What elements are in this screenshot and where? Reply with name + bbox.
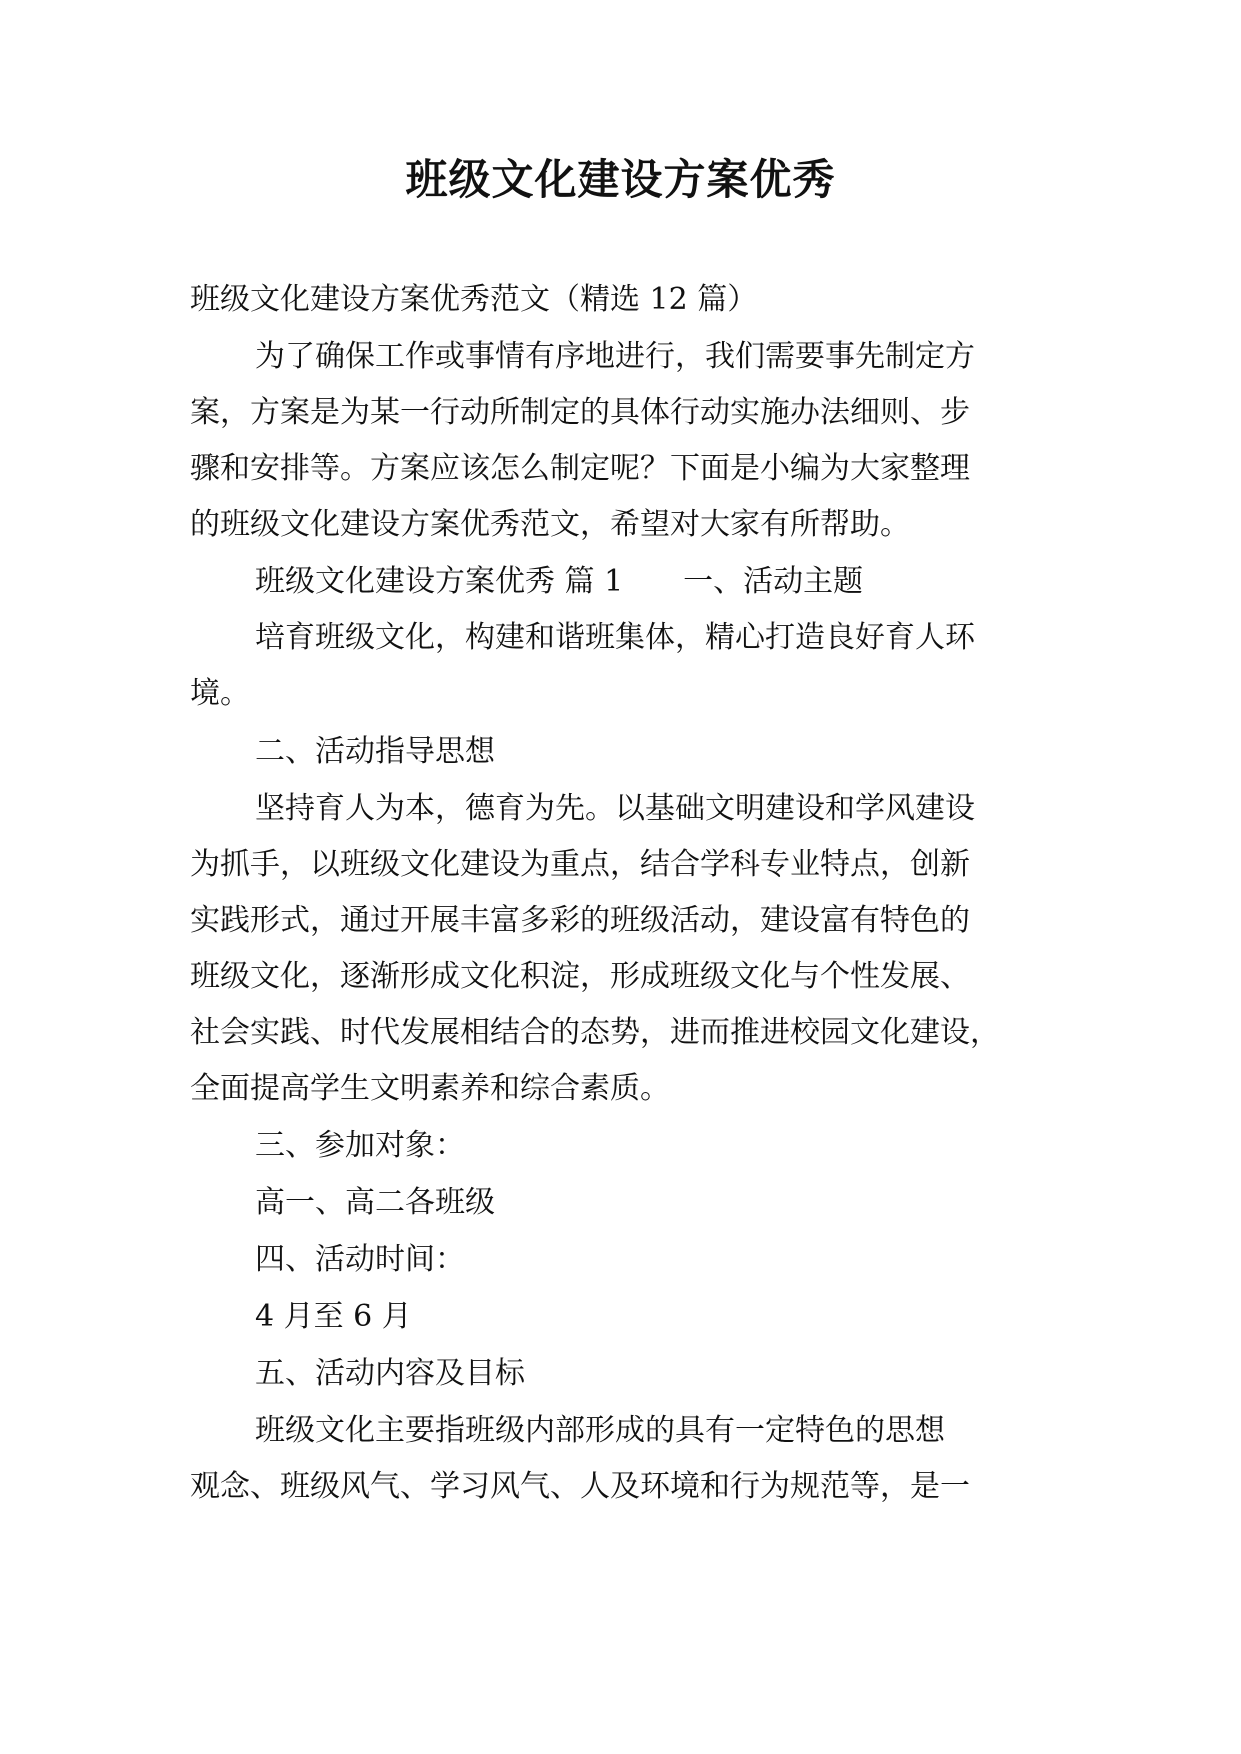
paragraph-line: 班级文化，逐渐形成文化积淀，形成班级文化与个性发展、 (190, 959, 970, 994)
section-heading-line: 二、活动指导思想 (255, 734, 495, 769)
paragraph-line: 高一、高二各班级 (255, 1185, 495, 1220)
paragraph-line: 境。 (190, 676, 250, 711)
section-heading-line (255, 560, 863, 604)
subtitle-line: 班级文化建设方案优秀范文（精选 12 篇） (190, 282, 758, 317)
paragraph-line: 4 月至 6 月 (255, 1299, 412, 1334)
paragraph-line: 实践形式，通过开展丰富多彩的班级活动，建设富有特色的 (190, 903, 970, 938)
paragraph-line: 的班级文化建设方案优秀范文，希望对大家有所帮助。 (190, 507, 910, 542)
section-heading-line: 三、参加对象： (255, 1128, 465, 1163)
paragraph-line: 为了确保工作或事情有序地进行，我们需要事先制定方 (255, 339, 975, 374)
paragraph-line: 培育班级文化，构建和谐班集体，精心打造良好育人环 (255, 620, 975, 655)
article-heading: 班级文化建设方案优秀 篇 1 (255, 564, 624, 599)
paragraph-line: 观念、班级风气、学习风气、人及环境和行为规范等，是一 (190, 1469, 970, 1504)
document-title: 班级文化建设方案优秀 (405, 155, 836, 204)
paragraph-line: 社会实践、时代发展相结合的态势，进而推进校园文化建设， (190, 1015, 1000, 1050)
paragraph-line: 坚持育人为本，德育为先。以基础文明建设和学风建设 (255, 791, 975, 826)
paragraph-line: 案，方案是为某一行动所制定的具体行动实施办法细则、步 (190, 395, 970, 430)
paragraph-line: 全面提高学生文明素养和综合素质。 (190, 1071, 670, 1106)
paragraph-line: 骤和安排等。方案应该怎么制定呢？下面是小编为大家整理 (190, 451, 970, 486)
section-heading-line: 五、活动内容及目标 (255, 1356, 525, 1391)
section-heading-line: 四、活动时间： (255, 1242, 465, 1277)
paragraph-line: 为抓手，以班级文化建设为重点，结合学科专业特点，创新 (190, 847, 970, 882)
paragraph-line: 班级文化主要指班级内部形成的具有一定特色的思想 (255, 1413, 945, 1448)
activity-theme-heading: 一、活动主题 (683, 564, 864, 599)
